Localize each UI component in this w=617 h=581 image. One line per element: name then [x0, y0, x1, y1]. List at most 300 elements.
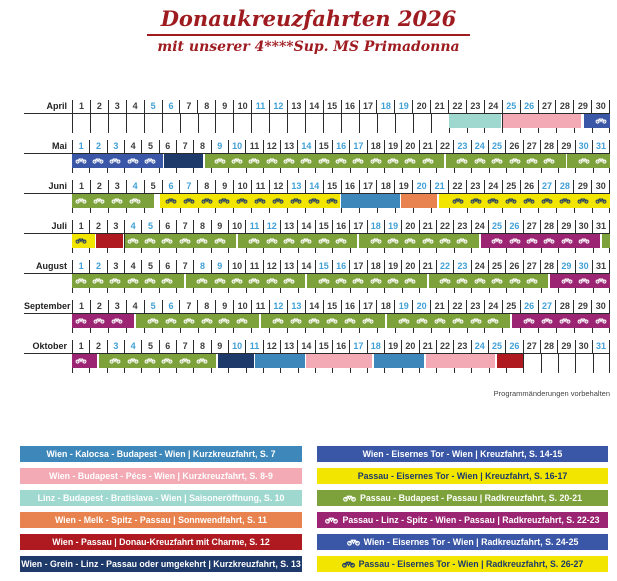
day-number: 25 — [488, 340, 505, 353]
bicycle-icon — [457, 277, 468, 284]
day-number: 24 — [471, 340, 488, 353]
month-header-row — [24, 140, 610, 154]
bike-icon — [179, 357, 190, 364]
cruise-segment — [401, 194, 437, 208]
bike-icon — [165, 197, 176, 204]
day-number: 21 — [419, 220, 436, 233]
month-header-row — [24, 180, 610, 194]
month-bar-spacer — [24, 194, 72, 213]
bike-icon — [370, 157, 381, 164]
bike-icon — [344, 317, 355, 324]
bicycle-icon — [162, 237, 173, 244]
day-number: 11 — [245, 340, 262, 353]
day-number: 11 — [251, 300, 269, 313]
bicycle-icon — [266, 277, 277, 284]
bicycle-icon — [388, 157, 399, 164]
grid-tick — [359, 114, 360, 133]
day-number: 3 — [107, 140, 124, 153]
cruise-segment — [426, 354, 495, 368]
bike-icon — [336, 157, 347, 164]
day-number: 21 — [419, 260, 436, 273]
day-number: 5 — [144, 300, 162, 313]
bicycle-icon — [596, 197, 607, 204]
cruise-segment — [449, 114, 502, 128]
day-number: 19 — [394, 100, 412, 113]
bike-icon — [561, 277, 572, 284]
bike-icon — [129, 197, 140, 204]
day-number: 15 — [323, 300, 341, 313]
cruise-segment — [497, 354, 523, 368]
day-number: 27 — [523, 340, 540, 353]
bicycle-icon — [111, 197, 122, 204]
day-number: 15 — [315, 220, 332, 233]
day-number: 17 — [359, 100, 377, 113]
day-number: 24 — [471, 140, 488, 153]
bicycle-icon — [596, 157, 607, 164]
bike-icon — [388, 277, 399, 284]
grid-tick — [609, 354, 610, 373]
day-number: 10 — [228, 140, 245, 153]
bike-icon — [327, 197, 338, 204]
day-number: 21 — [430, 300, 448, 313]
month-bar-spacer — [24, 114, 72, 133]
day-number: 3 — [107, 220, 124, 233]
bike-icon — [219, 197, 230, 204]
bicycle-icon — [110, 277, 121, 284]
bike-icon — [388, 157, 399, 164]
bicycle-icon — [75, 277, 86, 284]
bike-icon — [526, 157, 537, 164]
bike-icon — [452, 317, 463, 324]
month-bar-row — [24, 314, 610, 333]
bike-icon — [283, 237, 294, 244]
bicycle-icon — [318, 237, 329, 244]
day-number: 16 — [341, 100, 359, 113]
bicycle-icon — [266, 157, 277, 164]
day-number: 19 — [394, 180, 412, 193]
bicycle-icon — [110, 157, 121, 164]
day-number: 14 — [297, 140, 314, 153]
day-number: 8 — [197, 100, 215, 113]
bicycle-icon — [231, 157, 242, 164]
bicycle-icon — [93, 197, 104, 204]
day-number: 29 — [557, 140, 574, 153]
bicycle-icon — [578, 197, 589, 204]
day-number: 24 — [484, 100, 502, 113]
bicycle-icon — [509, 157, 520, 164]
month-bar-row — [24, 354, 610, 373]
day-number: 9 — [211, 340, 228, 353]
bicycle-icon — [342, 560, 355, 568]
day-number: 6 — [159, 220, 176, 233]
bicycle-icon — [283, 277, 294, 284]
bicycle-icon — [560, 317, 571, 324]
day-number: 27 — [538, 180, 556, 193]
day-number: 11 — [245, 260, 262, 273]
bike-icon — [596, 277, 607, 284]
bicycle-icon — [179, 237, 190, 244]
day-number: 27 — [523, 260, 540, 273]
day-number: 14 — [297, 340, 314, 353]
legend-item — [20, 556, 302, 572]
day-number: 2 — [89, 140, 106, 153]
bicycle-icon — [561, 277, 572, 284]
month-header-row — [24, 300, 610, 314]
grid-tick — [269, 114, 270, 133]
bicycle-icon — [249, 277, 260, 284]
bike-icon — [145, 157, 156, 164]
bike-icon — [162, 277, 173, 284]
bicycle-icon — [526, 157, 537, 164]
day-number: 28 — [540, 340, 557, 353]
month-bar-row — [24, 154, 610, 173]
bicycle-icon — [249, 157, 260, 164]
bike-icon — [560, 317, 571, 324]
bicycle-icon — [197, 277, 208, 284]
day-number: 6 — [159, 140, 176, 153]
bicycle-icon — [544, 237, 555, 244]
bike-icon — [309, 197, 320, 204]
month-label: April — [46, 101, 67, 111]
day-number: 6 — [162, 300, 180, 313]
bike-icon — [325, 516, 338, 524]
bike-icon — [249, 157, 260, 164]
cruise-segment — [255, 354, 304, 368]
bike-icon — [110, 277, 121, 284]
day-number: 7 — [176, 220, 193, 233]
day-number: 12 — [269, 180, 287, 193]
grid-tick — [108, 114, 109, 133]
cruise-bar-row — [72, 314, 610, 333]
day-number: 29 — [573, 100, 591, 113]
page-title: Donaukreuzfahrten 2026 — [147, 6, 471, 36]
day-number: 23 — [466, 300, 484, 313]
bike-icon — [440, 237, 451, 244]
day-number: 17 — [359, 180, 377, 193]
day-number: 12 — [269, 300, 287, 313]
bike-icon — [75, 357, 86, 364]
bicycle-icon — [165, 317, 176, 324]
bike-icon — [526, 237, 537, 244]
legend-item — [20, 512, 302, 528]
bicycle-icon — [416, 317, 427, 324]
day-number: 13 — [287, 300, 305, 313]
day-number: 12 — [269, 100, 287, 113]
bicycle-icon — [93, 157, 104, 164]
legend-item-label: Passau - Budapest - Passau | Radkreuzfahrt, S. 20-21 — [360, 493, 582, 503]
day-number: 25 — [502, 100, 520, 113]
bike-icon — [416, 317, 427, 324]
month-label: September — [24, 301, 71, 311]
day-number: 31 — [592, 220, 609, 233]
day-number: 11 — [245, 140, 262, 153]
day-number: 2 — [89, 340, 106, 353]
month-row — [24, 180, 610, 220]
month-header-row — [24, 100, 610, 114]
day-number: 7 — [176, 140, 193, 153]
legend-item-label: Wien - Grein - Linz - Passau oder umgekehrt | Kurzkreuzfahrt, S. 13 — [21, 559, 301, 569]
legend-item — [20, 468, 302, 484]
day-number: 20 — [401, 140, 418, 153]
day-number: 15 — [315, 340, 332, 353]
month-label: Oktober — [32, 341, 67, 351]
bike-icon — [111, 317, 122, 324]
bicycle-icon — [197, 237, 208, 244]
cruise-bar-row — [72, 354, 610, 373]
bicycle-icon — [75, 317, 86, 324]
bicycle-icon — [266, 237, 277, 244]
day-number: 7 — [179, 180, 197, 193]
bicycle-icon — [422, 237, 433, 244]
day-number: 27 — [538, 300, 556, 313]
day-number: 2 — [89, 260, 106, 273]
grid-tick — [72, 114, 73, 133]
day-number: 16 — [341, 180, 359, 193]
bicycle-icon — [183, 317, 194, 324]
day-number: 30 — [591, 300, 609, 313]
day-number: 22 — [448, 100, 466, 113]
bike-icon — [596, 317, 607, 324]
bike-icon — [110, 357, 121, 364]
day-number: 18 — [367, 140, 384, 153]
grid-tick — [287, 114, 288, 133]
bike-icon — [422, 157, 433, 164]
legend-column-right — [317, 446, 608, 572]
month-bar-spacer — [24, 354, 72, 373]
bike-icon — [197, 357, 208, 364]
bicycle-icon — [309, 317, 320, 324]
bike-icon — [273, 197, 284, 204]
day-number: 18 — [376, 180, 394, 193]
day-number: 22 — [436, 260, 453, 273]
bicycle-icon — [93, 277, 104, 284]
bicycle-icon — [492, 157, 503, 164]
bicycle-icon — [147, 317, 158, 324]
day-number: 12 — [263, 140, 280, 153]
cruise-bar-row — [72, 114, 610, 133]
bicycle-icon — [273, 197, 284, 204]
day-number: 16 — [341, 300, 359, 313]
bicycle-icon — [273, 317, 284, 324]
day-number: 22 — [448, 300, 466, 313]
month-header-row — [24, 260, 610, 274]
day-number: 27 — [523, 220, 540, 233]
bicycle-icon — [492, 237, 503, 244]
day-number: 5 — [141, 220, 158, 233]
day-numbers-row — [72, 180, 610, 193]
bike-icon — [492, 157, 503, 164]
bicycle-icon — [388, 237, 399, 244]
bicycle-icon — [343, 494, 356, 502]
bicycle-icon — [179, 357, 190, 364]
bicycle-icon — [457, 237, 468, 244]
day-number: 22 — [436, 140, 453, 153]
day-number: 17 — [349, 220, 366, 233]
bike-icon — [470, 197, 481, 204]
day-number: 5 — [144, 100, 162, 113]
bike-icon — [542, 317, 553, 324]
month-bar-row — [24, 194, 610, 213]
day-number: 13 — [280, 220, 297, 233]
bicycle-icon — [470, 317, 481, 324]
day-number: 19 — [394, 300, 412, 313]
cruise-segment — [602, 234, 610, 248]
month-label: Mai — [51, 141, 67, 151]
day-number: 26 — [505, 340, 522, 353]
bike-icon — [197, 277, 208, 284]
cruise-segment — [374, 354, 424, 368]
grid-tick — [431, 114, 432, 133]
day-number: 14 — [297, 220, 314, 233]
bike-icon — [179, 237, 190, 244]
day-number: 24 — [471, 220, 488, 233]
bike-icon — [524, 197, 535, 204]
bicycle-icon — [291, 197, 302, 204]
day-number: 21 — [419, 140, 436, 153]
bike-icon — [127, 357, 138, 364]
day-number: 16 — [332, 140, 349, 153]
day-number: 20 — [401, 220, 418, 233]
bike-icon — [370, 277, 381, 284]
bike-icon — [283, 277, 294, 284]
bike-icon — [370, 237, 381, 244]
bike-icon — [75, 277, 86, 284]
month-bar-row — [24, 274, 610, 293]
bicycle-icon — [231, 277, 242, 284]
day-number: 16 — [332, 220, 349, 233]
legend-item — [317, 490, 608, 506]
cruise-bar-row — [72, 154, 610, 173]
legend-item-label: Wien - Melk - Spitz - Passau | Sonnwendfahrt, S. 11 — [54, 515, 268, 525]
bike-icon — [474, 277, 485, 284]
bicycle-icon — [405, 157, 416, 164]
day-number: 25 — [488, 220, 505, 233]
month-bar-spacer — [24, 154, 72, 173]
legend-item — [20, 534, 302, 550]
legend-item — [317, 556, 608, 572]
day-number: 12 — [263, 340, 280, 353]
bicycle-icon — [488, 317, 499, 324]
month-label: August — [36, 261, 67, 271]
day-number: 8 — [193, 220, 210, 233]
bicycle-icon — [452, 197, 463, 204]
bike-icon — [327, 317, 338, 324]
bicycle-icon — [336, 157, 347, 164]
day-number: 25 — [502, 180, 520, 193]
bike-icon — [457, 157, 468, 164]
day-number: 3 — [108, 100, 126, 113]
day-number: 11 — [245, 220, 262, 233]
day-number: 7 — [176, 340, 193, 353]
day-numbers-row — [72, 100, 610, 113]
day-number: 17 — [349, 140, 366, 153]
day-number: 23 — [466, 100, 484, 113]
day-number: 19 — [384, 140, 401, 153]
bike-icon — [201, 317, 212, 324]
bicycle-icon — [201, 317, 212, 324]
day-number: 29 — [573, 300, 591, 313]
day-number: 10 — [228, 220, 245, 233]
bicycle-icon — [526, 237, 537, 244]
bicycle-icon — [214, 157, 225, 164]
day-number: 26 — [505, 140, 522, 153]
cruise-bar-row — [72, 194, 610, 213]
bike-icon — [110, 157, 121, 164]
bike-icon — [596, 157, 607, 164]
bike-icon — [561, 237, 572, 244]
bicycle-icon — [336, 277, 347, 284]
bicycle-icon — [344, 317, 355, 324]
bike-icon — [492, 237, 503, 244]
bicycle-icon — [509, 237, 520, 244]
legend-item-label: Wien - Passau | Donau-Kreuzfahrt mit Charme, S. 12 — [52, 537, 270, 547]
bike-icon — [578, 237, 589, 244]
day-number: 5 — [141, 340, 158, 353]
day-number: 16 — [332, 340, 349, 353]
bike-icon — [509, 277, 520, 284]
bicycle-icon — [578, 317, 589, 324]
bike-icon — [162, 357, 173, 364]
bike-icon — [75, 317, 86, 324]
bicycle-icon — [301, 237, 312, 244]
bike-icon — [249, 237, 260, 244]
legend-item — [317, 512, 608, 528]
bike-icon — [75, 157, 86, 164]
bike-icon — [353, 277, 364, 284]
day-number: 23 — [453, 140, 470, 153]
day-number: 10 — [233, 180, 251, 193]
day-number: 30 — [575, 260, 592, 273]
day-number: 26 — [520, 300, 538, 313]
bicycle-icon — [596, 317, 607, 324]
bicycle-icon — [492, 277, 503, 284]
bicycle-icon — [162, 277, 173, 284]
day-number: 2 — [90, 180, 108, 193]
bike-icon — [526, 277, 537, 284]
bicycle-icon — [327, 317, 338, 324]
bike-icon — [509, 237, 520, 244]
day-number: 20 — [412, 180, 430, 193]
title-block — [0, 6, 617, 55]
bike-icon — [127, 157, 138, 164]
legend-item — [317, 534, 608, 550]
day-number: 9 — [215, 300, 233, 313]
day-number: 23 — [453, 220, 470, 233]
day-number: 8 — [193, 340, 210, 353]
bike-icon — [214, 277, 225, 284]
legend-item-label: Passau - Eisernes Tor - Wien | Radkreuzfahrt, S. 26-27 — [358, 559, 584, 569]
bike-icon — [147, 317, 158, 324]
day-number: 26 — [520, 100, 538, 113]
bike-icon — [440, 277, 451, 284]
bike-icon — [75, 197, 86, 204]
day-number: 18 — [367, 340, 384, 353]
day-number: 6 — [162, 100, 180, 113]
day-number: 14 — [305, 100, 323, 113]
day-number: 10 — [228, 340, 245, 353]
day-number: 4 — [124, 140, 141, 153]
bike-icon — [291, 317, 302, 324]
day-number: 26 — [505, 220, 522, 233]
bike-icon — [93, 197, 104, 204]
bike-icon — [249, 277, 260, 284]
bike-icon — [353, 157, 364, 164]
day-numbers-row — [72, 220, 610, 233]
legend-item — [317, 446, 608, 462]
bicycle-icon — [325, 516, 338, 524]
bicycle-icon — [524, 197, 535, 204]
bike-icon — [301, 157, 312, 164]
